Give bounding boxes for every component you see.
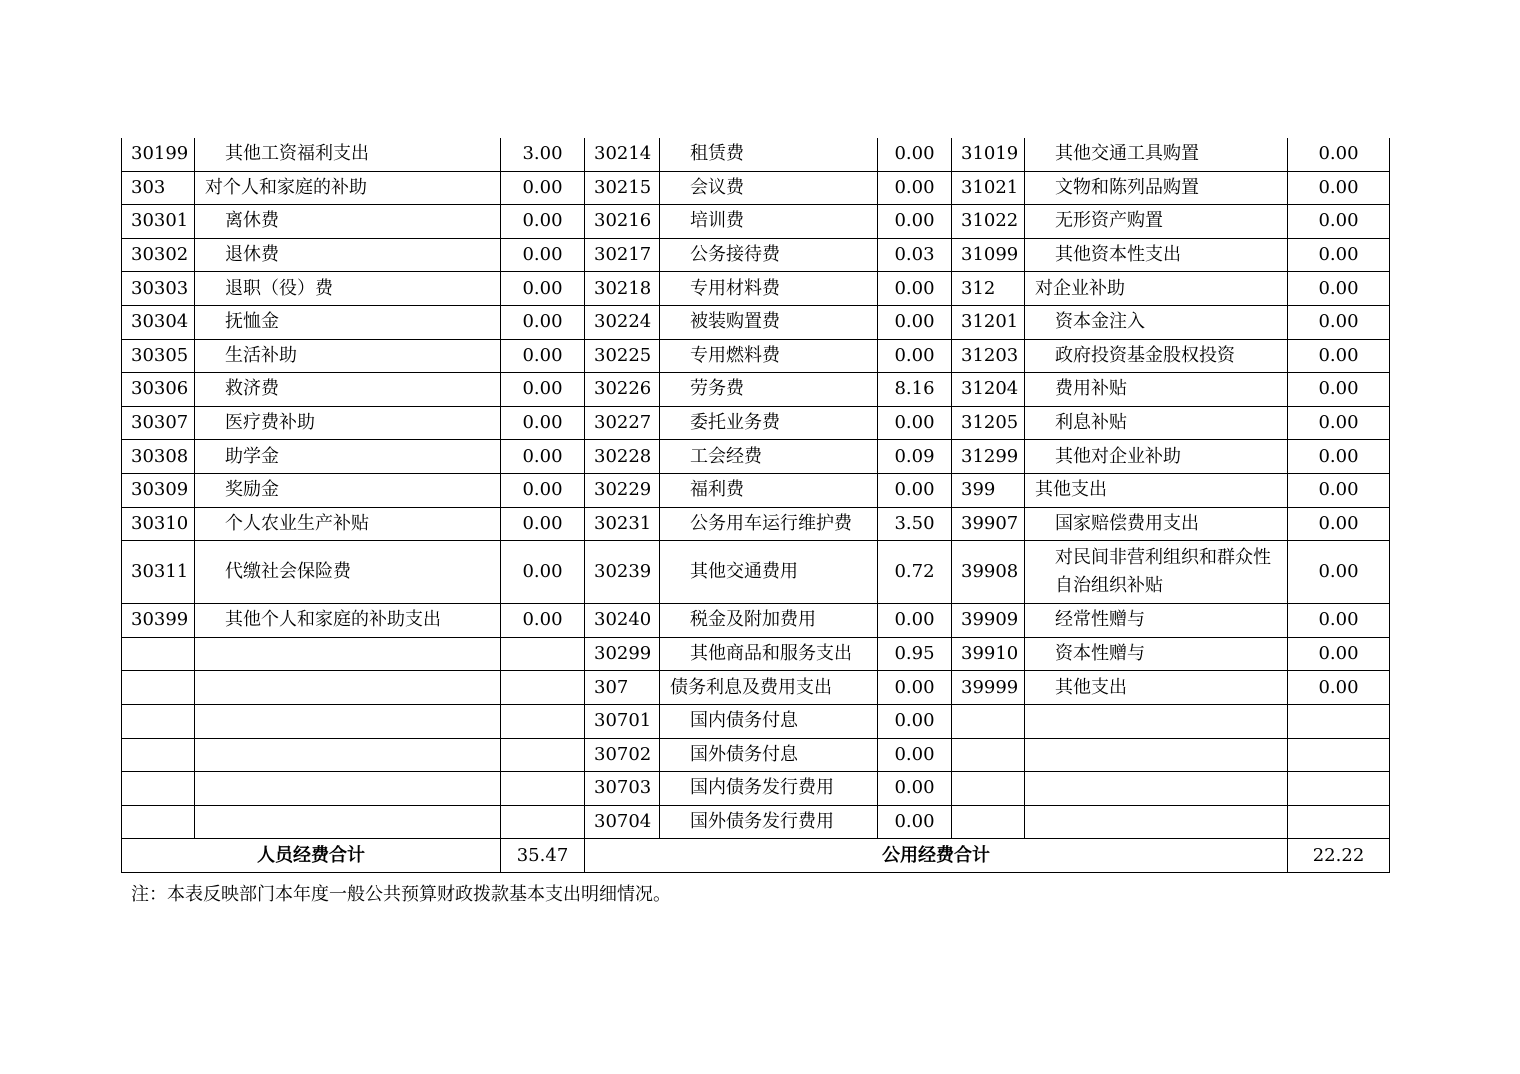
expenditure-detail-table (121, 138, 1390, 873)
item-name-cell: 劳务费 (660, 373, 878, 407)
item-amount-cell: 0.00 (878, 205, 952, 239)
item-amount-cell (501, 704, 585, 738)
item-amount-cell: 0.00 (501, 238, 585, 272)
item-name-cell (1025, 805, 1288, 839)
item-name-cell: 资本性赠与 (1025, 637, 1288, 671)
item-amount-cell: 0.00 (1288, 440, 1390, 474)
table-row (122, 171, 1390, 205)
item-name-cell: 离休费 (195, 205, 501, 239)
item-code-cell: 30239 (585, 541, 660, 604)
item-code-cell: 303 (122, 171, 195, 205)
item-amount-cell: 0.00 (878, 738, 952, 772)
item-code-cell: 31203 (952, 339, 1025, 373)
item-name-cell: 生活补助 (195, 339, 501, 373)
item-name-cell: 救济费 (195, 373, 501, 407)
item-amount-cell: 0.00 (1288, 205, 1390, 239)
item-amount-cell: 3.50 (878, 507, 952, 541)
item-code-cell: 31022 (952, 205, 1025, 239)
table-row (122, 507, 1390, 541)
item-amount-cell: 0.00 (1288, 171, 1390, 205)
item-amount-cell: 0.03 (878, 238, 952, 272)
item-amount-cell (501, 805, 585, 839)
item-name-cell: 退职（役）费 (195, 272, 501, 306)
item-code-cell (952, 704, 1025, 738)
item-amount-cell (1288, 805, 1390, 839)
item-code-cell: 30309 (122, 473, 195, 507)
item-name-cell: 其他支出 (1025, 671, 1288, 705)
item-name-cell: 奖励金 (195, 473, 501, 507)
item-amount-cell: 0.00 (878, 704, 952, 738)
table-row (122, 805, 1390, 839)
item-amount-cell: 0.00 (878, 339, 952, 373)
item-code-cell: 30227 (585, 406, 660, 440)
item-name-cell: 公务接待费 (660, 238, 878, 272)
item-code-cell: 39909 (952, 604, 1025, 638)
table-row (122, 339, 1390, 373)
item-code-cell: 312 (952, 272, 1025, 306)
item-name-cell: 个人农业生产补贴 (195, 507, 501, 541)
item-name-cell: 政府投资基金股权投资 (1025, 339, 1288, 373)
item-code-cell: 30306 (122, 373, 195, 407)
table-row (122, 238, 1390, 272)
public-total-value: 22.22 (1288, 839, 1390, 873)
personnel-total-label: 人员经费合计 (122, 839, 501, 873)
item-amount-cell: 0.00 (1288, 541, 1390, 604)
table-row (122, 305, 1390, 339)
personnel-total-value: 35.47 (501, 839, 585, 873)
item-name-cell: 无形资产购置 (1025, 205, 1288, 239)
item-amount-cell (501, 772, 585, 806)
item-name-cell: 债务利息及费用支出 (660, 671, 878, 705)
table-row (122, 373, 1390, 407)
item-amount-cell: 0.00 (878, 171, 952, 205)
item-name-cell (1025, 704, 1288, 738)
item-name-cell (195, 637, 501, 671)
item-amount-cell: 0.00 (878, 138, 952, 171)
item-code-cell: 31019 (952, 138, 1025, 171)
table-row (122, 406, 1390, 440)
item-name-cell (195, 704, 501, 738)
item-name-cell (195, 805, 501, 839)
item-code-cell: 39999 (952, 671, 1025, 705)
item-code-cell: 30299 (585, 637, 660, 671)
item-code-cell: 30303 (122, 272, 195, 306)
item-amount-cell: 0.00 (878, 473, 952, 507)
item-code-cell: 30231 (585, 507, 660, 541)
item-code-cell: 30224 (585, 305, 660, 339)
item-code-cell: 30199 (122, 138, 195, 171)
item-amount-cell: 0.00 (501, 272, 585, 306)
item-code-cell: 31201 (952, 305, 1025, 339)
item-code-cell (122, 805, 195, 839)
table-row (122, 205, 1390, 239)
item-name-cell: 助学金 (195, 440, 501, 474)
item-amount-cell: 0.00 (1288, 637, 1390, 671)
item-amount-cell: 0.00 (501, 406, 585, 440)
item-name-cell: 利息补贴 (1025, 406, 1288, 440)
item-code-cell: 307 (585, 671, 660, 705)
item-amount-cell: 0.00 (1288, 473, 1390, 507)
item-amount-cell: 0.00 (501, 305, 585, 339)
item-code-cell: 399 (952, 473, 1025, 507)
item-name-cell: 其他个人和家庭的补助支出 (195, 604, 501, 638)
item-name-cell (1025, 772, 1288, 806)
item-code-cell: 30308 (122, 440, 195, 474)
item-name-cell: 国内债务付息 (660, 704, 878, 738)
item-amount-cell (501, 637, 585, 671)
item-name-cell: 代缴社会保险费 (195, 541, 501, 604)
item-amount-cell: 0.00 (878, 604, 952, 638)
item-name-cell: 专用燃料费 (660, 339, 878, 373)
table-row (122, 473, 1390, 507)
item-amount-cell: 0.00 (1288, 373, 1390, 407)
table-row (122, 637, 1390, 671)
public-total-label: 公用经费合计 (585, 839, 1288, 873)
item-amount-cell (501, 671, 585, 705)
item-amount-cell: 0.00 (501, 541, 585, 604)
item-code-cell: 30701 (585, 704, 660, 738)
item-code-cell: 30304 (122, 305, 195, 339)
item-amount-cell: 0.00 (878, 272, 952, 306)
item-code-cell (952, 738, 1025, 772)
item-code-cell: 30399 (122, 604, 195, 638)
item-amount-cell (501, 738, 585, 772)
item-name-cell: 国外债务发行费用 (660, 805, 878, 839)
table-row (122, 138, 1390, 171)
table-row (122, 704, 1390, 738)
item-name-cell: 对个人和家庭的补助 (195, 171, 501, 205)
item-code-cell: 30240 (585, 604, 660, 638)
item-code-cell: 30225 (585, 339, 660, 373)
item-name-cell: 其他支出 (1025, 473, 1288, 507)
item-name-cell: 其他交通工具购置 (1025, 138, 1288, 171)
item-code-cell: 30228 (585, 440, 660, 474)
item-code-cell (952, 772, 1025, 806)
item-name-cell: 福利费 (660, 473, 878, 507)
item-amount-cell (1288, 704, 1390, 738)
item-name-cell: 公务用车运行维护费 (660, 507, 878, 541)
item-code-cell: 30702 (585, 738, 660, 772)
item-name-cell (195, 671, 501, 705)
item-amount-cell: 0.00 (501, 171, 585, 205)
item-code-cell: 30302 (122, 238, 195, 272)
item-name-cell: 专用材料费 (660, 272, 878, 306)
item-amount-cell: 0.00 (1288, 238, 1390, 272)
item-amount-cell: 0.00 (1288, 604, 1390, 638)
item-name-cell: 其他工资福利支出 (195, 138, 501, 171)
item-code-cell: 30305 (122, 339, 195, 373)
item-name-cell: 其他对企业补助 (1025, 440, 1288, 474)
item-amount-cell: 0.00 (501, 440, 585, 474)
item-code-cell: 31099 (952, 238, 1025, 272)
table-body (122, 138, 1390, 839)
item-name-cell: 培训费 (660, 205, 878, 239)
item-code-cell (122, 738, 195, 772)
item-amount-cell: 0.00 (878, 805, 952, 839)
item-code-cell: 39907 (952, 507, 1025, 541)
item-amount-cell: 0.00 (878, 406, 952, 440)
item-code-cell: 30218 (585, 272, 660, 306)
item-amount-cell: 3.00 (501, 138, 585, 171)
item-name-cell: 税金及附加费用 (660, 604, 878, 638)
item-amount-cell: 0.00 (1288, 671, 1390, 705)
table-row (122, 772, 1390, 806)
table-row (122, 440, 1390, 474)
item-amount-cell: 0.00 (501, 507, 585, 541)
item-code-cell: 30214 (585, 138, 660, 171)
item-amount-cell: 0.00 (1288, 507, 1390, 541)
item-code-cell: 30703 (585, 772, 660, 806)
table-row (122, 738, 1390, 772)
table-row (122, 604, 1390, 638)
item-amount-cell: 0.00 (1288, 272, 1390, 306)
item-code-cell (122, 637, 195, 671)
item-name-cell: 资本金注入 (1025, 305, 1288, 339)
item-amount-cell: 0.00 (1288, 406, 1390, 440)
item-code-cell: 31205 (952, 406, 1025, 440)
item-amount-cell: 0.00 (878, 305, 952, 339)
item-code-cell: 31204 (952, 373, 1025, 407)
item-code-cell: 39908 (952, 541, 1025, 604)
item-amount-cell: 0.00 (501, 604, 585, 638)
item-name-cell: 国外债务付息 (660, 738, 878, 772)
item-code-cell: 30217 (585, 238, 660, 272)
table-row (122, 272, 1390, 306)
item-code-cell: 31299 (952, 440, 1025, 474)
item-name-cell: 对民间非营利组织和群众性自治组织补贴 (1025, 541, 1288, 604)
item-amount-cell: 0.00 (878, 671, 952, 705)
totals-row (122, 839, 1390, 873)
item-name-cell (1025, 738, 1288, 772)
item-code-cell: 39910 (952, 637, 1025, 671)
item-name-cell: 医疗费补助 (195, 406, 501, 440)
item-amount-cell (1288, 772, 1390, 806)
item-name-cell: 对企业补助 (1025, 272, 1288, 306)
item-code-cell (122, 704, 195, 738)
item-name-cell: 经常性赠与 (1025, 604, 1288, 638)
item-name-cell: 抚恤金 (195, 305, 501, 339)
item-code-cell (122, 772, 195, 806)
table-row (122, 541, 1390, 604)
item-code-cell (122, 671, 195, 705)
item-name-cell: 其他商品和服务支出 (660, 637, 878, 671)
item-amount-cell: 0.95 (878, 637, 952, 671)
item-name-cell (195, 772, 501, 806)
item-amount-cell: 0.00 (1288, 305, 1390, 339)
item-code-cell: 30229 (585, 473, 660, 507)
item-amount-cell: 0.00 (501, 339, 585, 373)
item-name-cell: 国家赔偿费用支出 (1025, 507, 1288, 541)
item-name-cell: 费用补贴 (1025, 373, 1288, 407)
item-name-cell (195, 738, 501, 772)
item-amount-cell: 0.00 (878, 772, 952, 806)
item-amount-cell: 0.00 (1288, 138, 1390, 171)
item-code-cell: 30216 (585, 205, 660, 239)
item-amount-cell: 8.16 (878, 373, 952, 407)
item-name-cell: 文物和陈列品购置 (1025, 171, 1288, 205)
item-code-cell: 30226 (585, 373, 660, 407)
item-amount-cell (1288, 738, 1390, 772)
item-amount-cell: 0.00 (1288, 339, 1390, 373)
item-name-cell: 租赁费 (660, 138, 878, 171)
item-code-cell: 30311 (122, 541, 195, 604)
item-amount-cell: 0.72 (878, 541, 952, 604)
item-amount-cell: 0.00 (501, 373, 585, 407)
item-name-cell: 被装购置费 (660, 305, 878, 339)
item-amount-cell: 0.00 (501, 205, 585, 239)
item-name-cell: 委托业务费 (660, 406, 878, 440)
item-name-cell: 国内债务发行费用 (660, 772, 878, 806)
table-footnote: 注：本表反映部门本年度一般公共预算财政拨款基本支出明细情况。 (131, 884, 671, 905)
item-name-cell: 工会经费 (660, 440, 878, 474)
item-code-cell: 31021 (952, 171, 1025, 205)
item-name-cell: 会议费 (660, 171, 878, 205)
item-code-cell: 30704 (585, 805, 660, 839)
item-name-cell: 退休费 (195, 238, 501, 272)
item-name-cell: 其他资本性支出 (1025, 238, 1288, 272)
item-amount-cell: 0.00 (501, 473, 585, 507)
item-code-cell: 30307 (122, 406, 195, 440)
table-row (122, 671, 1390, 705)
item-code-cell: 30310 (122, 507, 195, 541)
item-amount-cell: 0.09 (878, 440, 952, 474)
item-code-cell: 30215 (585, 171, 660, 205)
item-name-cell: 其他交通费用 (660, 541, 878, 604)
item-code-cell: 30301 (122, 205, 195, 239)
item-code-cell (952, 805, 1025, 839)
